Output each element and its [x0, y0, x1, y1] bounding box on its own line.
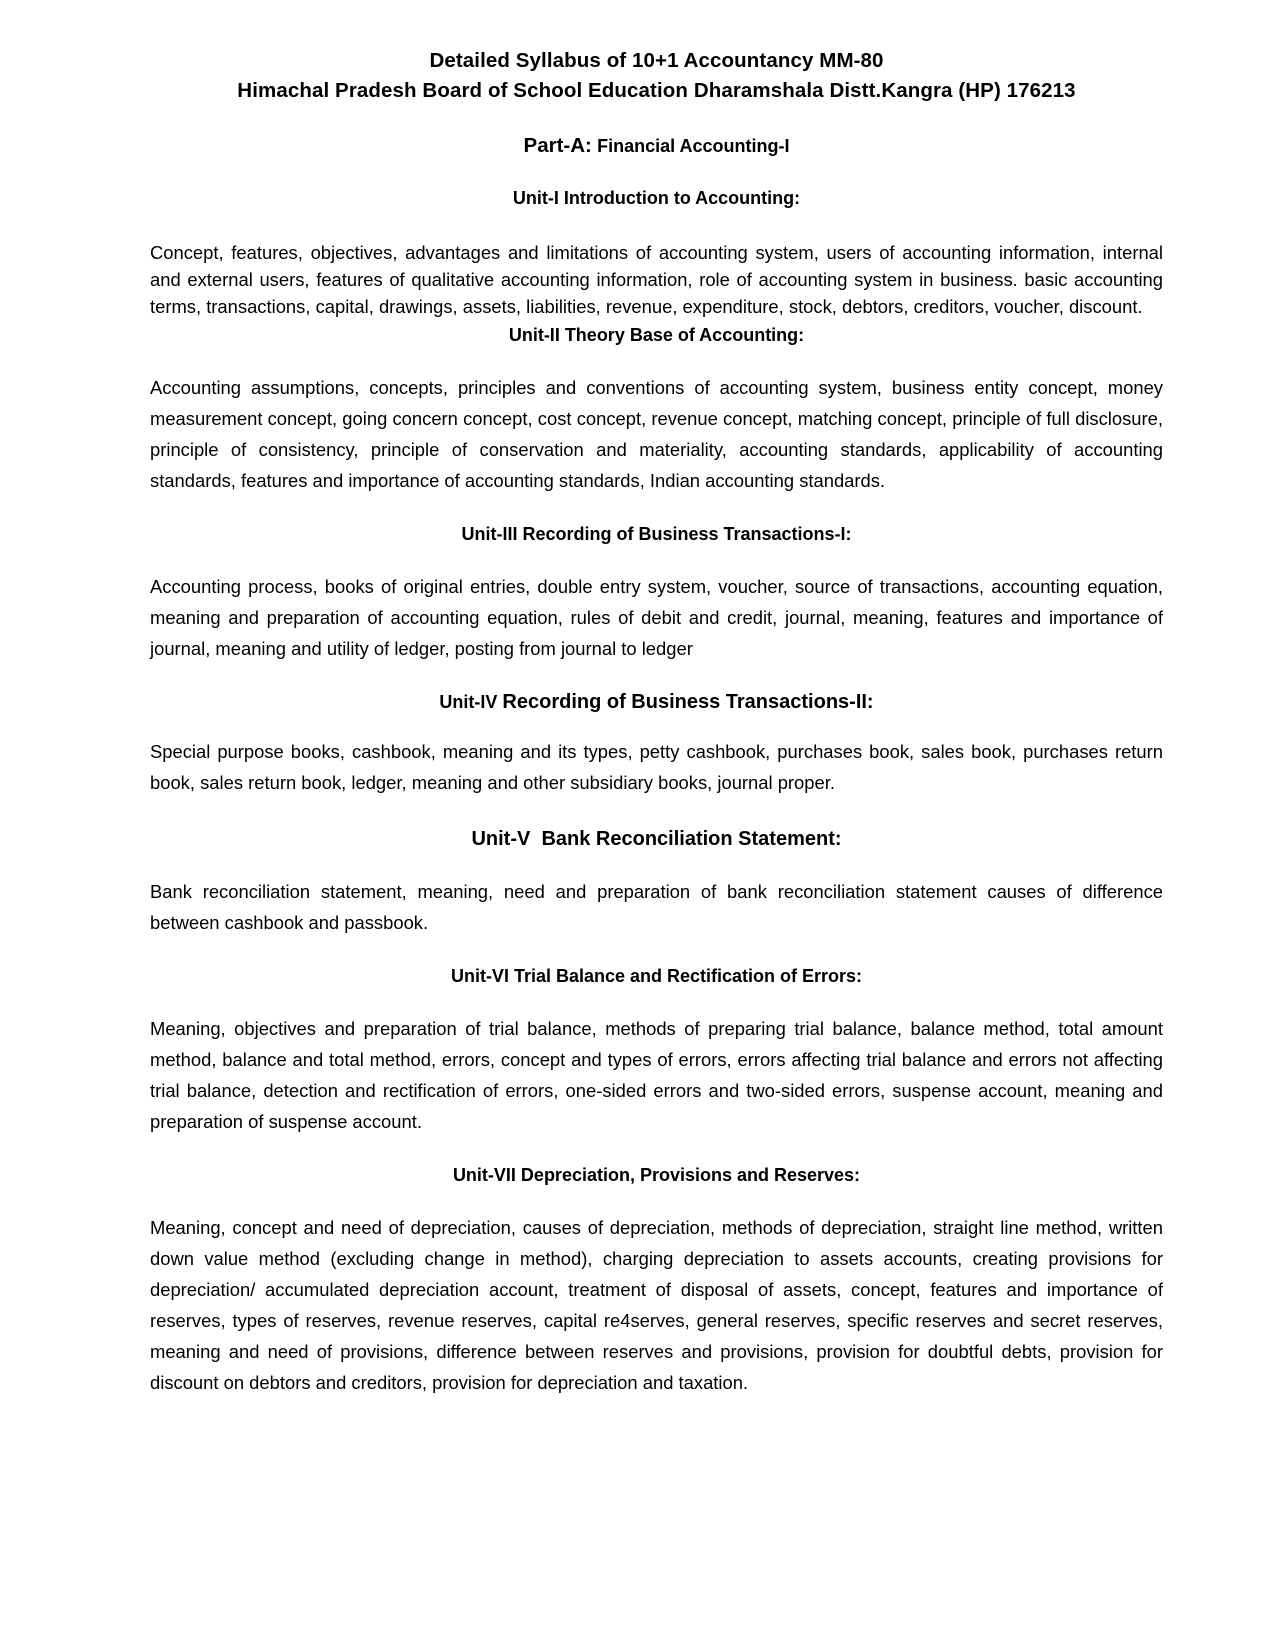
unit-1-body: Concept, features, objectives, advantages and limitations of accounting system, users of accounting information, internal and external users, features of qualitative accounting information, role of accounting system in business. basic accounting terms, transactions, capital, drawings, assets, liabilities, revenue, expenditure, stock, debtors, creditors, voucher, discount. — [150, 242, 1163, 317]
unit-1-section — [150, 185, 1163, 320]
unit-4-title-rest: Recording of Business Transactions-II: — [502, 691, 874, 713]
unit-3-section — [150, 521, 1163, 664]
unit-6-title: Unit-VI Trial Balance and Rectification of Errors: — [450, 966, 863, 986]
document-header — [150, 46, 1163, 106]
unit-6-body: Meaning, objectives and preparation of trial balance, methods of preparing trial balance, balance method, total amount method, balance and total method, errors, concept and types of errors, errors affecting trial balance and errors not affecting trial balance, detection and rectification of errors, one-sided errors and two-sided errors, suspense account, meaning and preparation of suspense account. — [150, 1018, 1163, 1132]
document-title: Detailed Syllabus of 10+1 Accountancy MM-80 — [429, 49, 884, 72]
board-name: Himachal Pradesh Board of School Education Dharamshala Distt.Kangra (HP) 176213 — [237, 79, 1076, 102]
unit-4-section — [150, 689, 1163, 798]
unit-4-title-prefix: Unit-IV — [439, 692, 498, 712]
unit-7-section — [150, 1162, 1163, 1398]
unit-4-title — [150, 689, 1163, 715]
unit-1-title: Unit-I Introduction to Accounting: — [512, 188, 801, 208]
unit-6-section — [150, 963, 1163, 1137]
unit-7-title: Unit-VII Depreciation, Provisions and Reserves: — [452, 1165, 861, 1185]
unit-5-body: Bank reconciliation statement, meaning, need and preparation of bank reconciliation statement causes of difference between cashbook and passbook. — [150, 881, 1163, 933]
unit-5-section — [150, 824, 1163, 938]
unit-2-body: Accounting assumptions, concepts, principles and conventions of accounting system, business entity concept, money measurement concept, going concern concept, cost concept, revenue concept, matching concept, principle of full disclosure, principle of consistency, principle of conservation and materiality, accounting standards, applicability of accounting standards, features and importance of accounting standards, Indian accounting standards. — [150, 377, 1163, 491]
part-label: Part-A: — [523, 134, 592, 157]
unit-3-title: Unit-III Recording of Business Transactions-I: — [461, 524, 852, 544]
unit-7-body: Meaning, concept and need of depreciation, causes of depreciation, methods of depreciation, straight line method, written down value method (excluding change in method), charging depreciation to assets accounts, creating provisions for depreciation/ accumulated depreciation account, treatment of disposal of assets, concept, features and importance of reserves, types of reserves, revenue reserves, capital re4serves, general reserves, specific reserves and secret reserves, meaning and need of provisions, difference between reserves and provisions, provision for doubtful debts, provision for discount on debtors and creditors, provision for depreciation and taxation. — [150, 1217, 1163, 1393]
unit-5-title: Unit-V Bank Reconciliation Statement: — [471, 828, 842, 850]
unit-3-body: Accounting process, books of original entries, double entry system, voucher, source of transactions, accounting equation, meaning and preparation of accounting equation, rules of debit and credit, journal, meaning, features and importance of journal, meaning and utility of ledger, posting from journal to ledger — [150, 576, 1163, 659]
unit-4-body: Special purpose books, cashbook, meaning and its types, petty cashbook, purchases book, sales book, purchases return book, sales return book, ledger, meaning and other subsidiary books, journal proper. — [150, 741, 1163, 793]
unit-2-title: Unit-II Theory Base of Accounting: — [508, 325, 805, 345]
part-title: Financial Accounting-I — [597, 136, 790, 156]
unit-2-section — [150, 322, 1163, 496]
part-heading — [150, 132, 1163, 161]
